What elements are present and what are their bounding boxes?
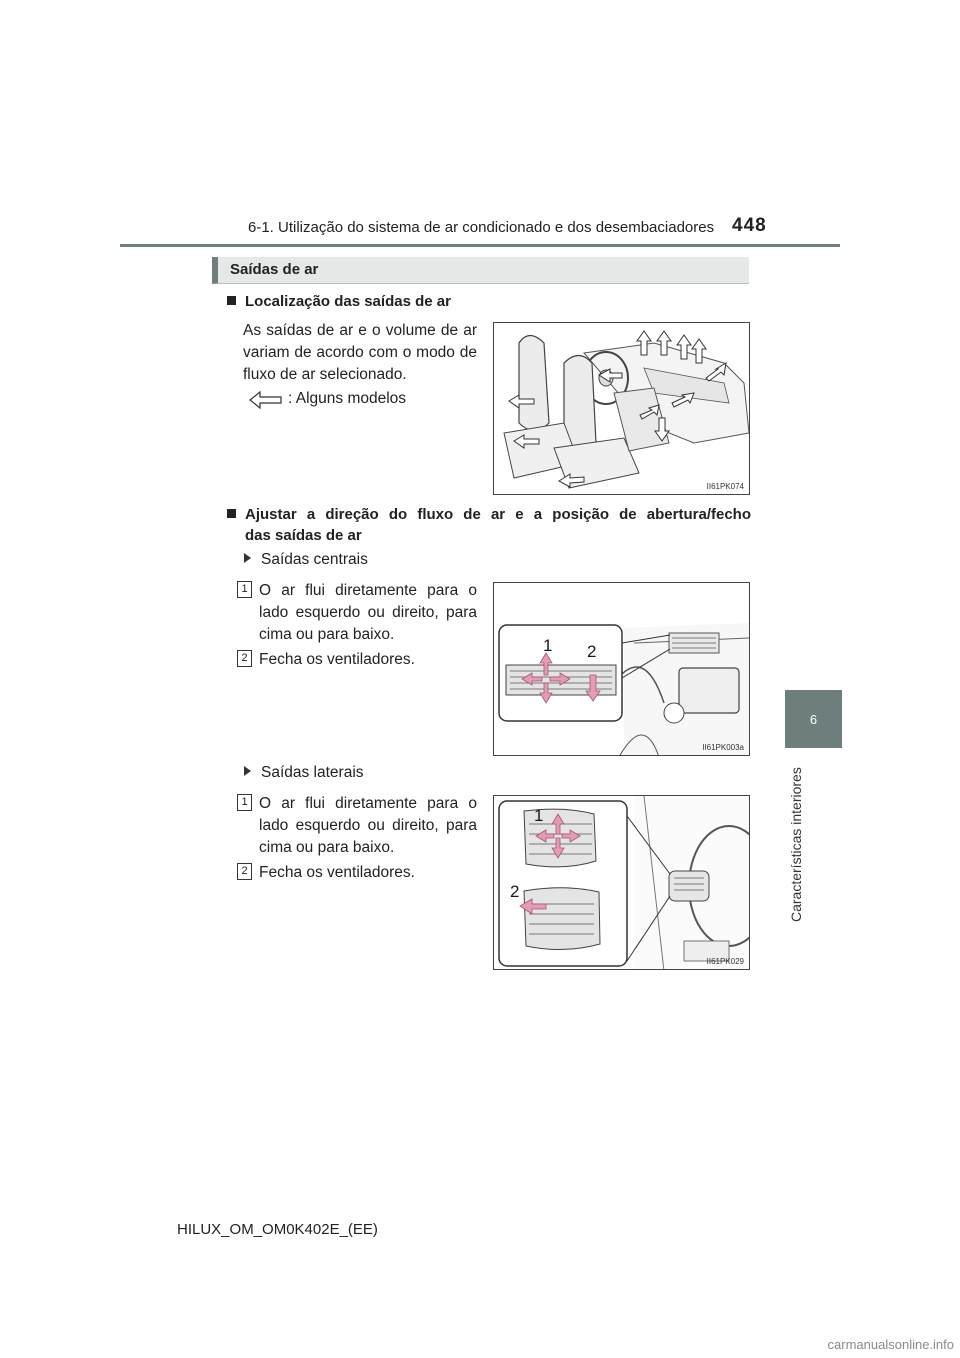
side-outlets-title: Saídas laterais [244, 764, 364, 782]
chapter-tab[interactable] [785, 690, 842, 748]
center-outlets-figure [493, 582, 750, 756]
chapter-tab-number: 6 [809, 711, 818, 727]
chapter-side-label [783, 752, 807, 922]
figure-label-1: 1 [534, 806, 544, 825]
item-number-2: 2 [237, 650, 252, 667]
figure-code: II61PK003a [702, 743, 744, 752]
figure-label-2: 2 [510, 882, 520, 901]
figure-code: II61PK074 [706, 482, 744, 491]
side-item-2-text: Fecha os ventiladores. [259, 864, 415, 881]
watermark-link[interactable]: carmanualsonline.info [827, 1337, 954, 1352]
chapter-side-label-text: Características interiores [788, 767, 804, 922]
item-number-1: 1 [237, 794, 252, 811]
center-item-2-text: Fecha os ventiladores. [259, 651, 415, 668]
outlet-arrow-legend-icon [248, 389, 284, 411]
square-bullet-icon [227, 296, 236, 305]
section-title: Saídas de ar [230, 261, 319, 278]
vehicle-interior-illustration [494, 323, 750, 495]
figure-code: II61PK029 [706, 957, 744, 966]
center-vent-illustration [494, 583, 750, 756]
document-code: HILUX_OM_OM0K402E_(EE) [177, 1221, 378, 1238]
item-number-2: 2 [237, 863, 252, 880]
adjust-heading-line1: Ajustar a direção do fluxo de ar e a posição de abertura/fecho [245, 506, 751, 523]
adjust-heading [227, 506, 751, 523]
legend-text: : Alguns modelos [288, 390, 407, 407]
figure-label-1: 1 [543, 636, 553, 655]
side-item-1-text: O ar flui diretamente para o lado esquerdo ou direito, para cima ou para baixo. [259, 795, 477, 856]
chapter-header-title: 6-1. Utilização do sistema de ar condicionado e dos desembaciadores [248, 219, 715, 236]
location-heading-text: Localização das saídas de ar [245, 293, 451, 310]
figure-label-2: 2 [587, 642, 597, 661]
location-heading [227, 293, 451, 310]
adjust-heading-line2: das saídas de ar [245, 527, 362, 544]
header-rule [120, 244, 840, 247]
side-vent-illustration [494, 796, 750, 970]
side-outlets-figure [493, 795, 750, 970]
square-bullet-icon [227, 509, 236, 518]
page-number: 448 [732, 215, 767, 236]
outlet-location-figure [493, 322, 750, 495]
item-number-1: 1 [237, 581, 252, 598]
section-title-bar [212, 257, 749, 284]
center-item-1-text: O ar flui diretamente para o lado esquerdo ou direito, para cima ou para baixo. [259, 582, 477, 643]
center-outlets-title: Saídas centrais [244, 551, 368, 569]
location-description: As saídas de ar e o volume de ar variam de acordo com o modo de fluxo de ar selecionado. [243, 322, 477, 383]
